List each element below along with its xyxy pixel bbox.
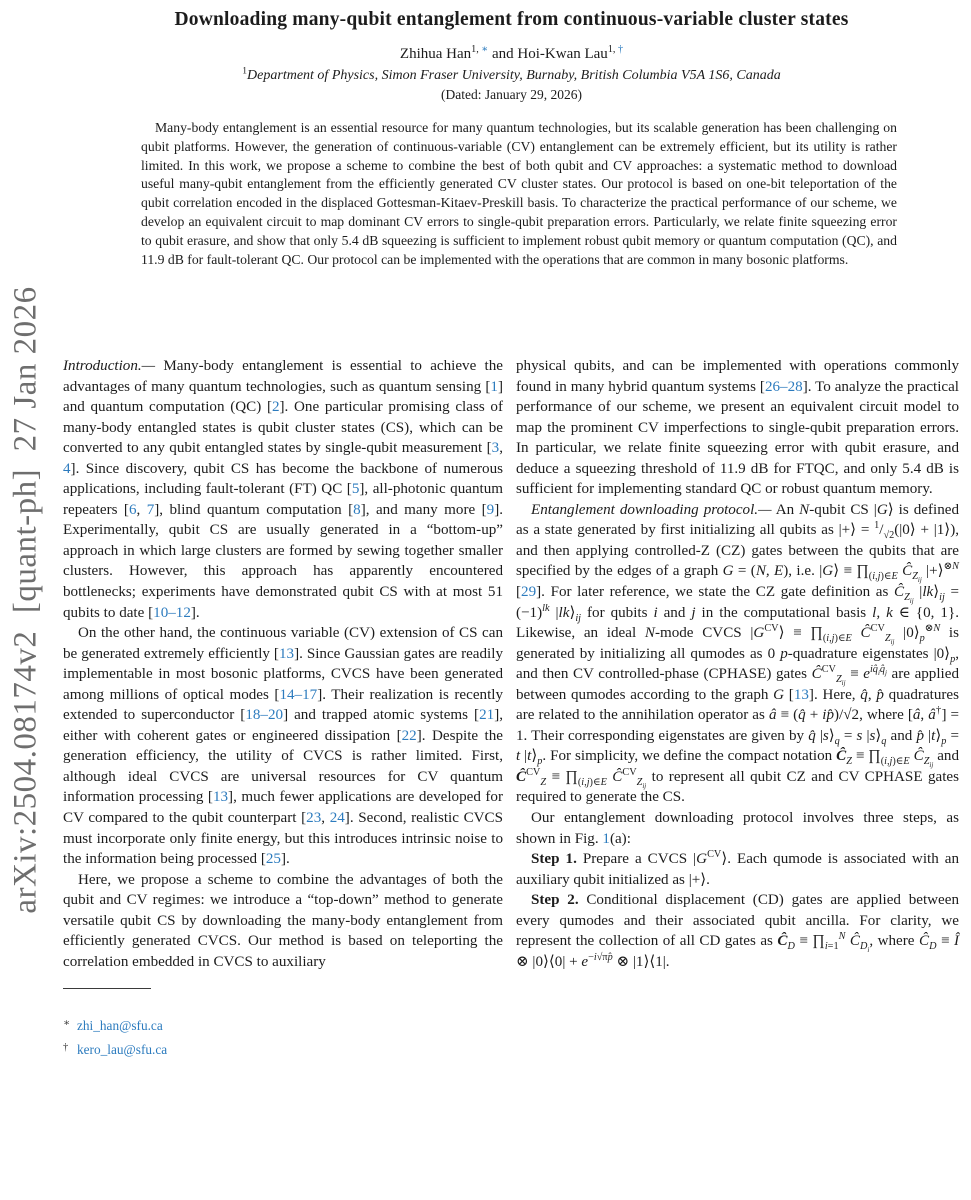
footnotes — [63, 1013, 503, 1061]
citation-link[interactable]: 13 — [278, 645, 295, 662]
abstract-paragraph: Many-body entanglement is an essential resource for many quantum technologies, but its scalable generation has been challenging on qubit platforms. However, the generation of continuous-variable (CV) entanglement can be extremely efficient, but its utility is rather limited. In this work, we propose a scheme to combine the best of both qubit and CV approaches: a systematic method to download useful many-qubit entanglement from the efficiently generated CV cluster states. Our protocol is based on one-bit teleportation of the qubit correlation encoded in the displaced Gottesman-Kitaev-Preskill basis. To characterize the practical performance of our scheme, we develop an equivalent circuit to map dominant CV errors to single-qubit preparation errors. Particularly, we relate finite squeezing error to qubit erasure, and show that only 5.4 dB squeezing is sufficient to implement robust qubit memory or quantum computation (QC), and 11.9 dB for fault-tolerant QC. Our protocol can be implemented with the operations that are common in many bosonic platforms. — [141, 120, 897, 267]
citation-link[interactable]: 3 — [491, 440, 500, 457]
citation-link[interactable]: 24 — [329, 810, 345, 827]
footnote-author-1 — [63, 1013, 503, 1037]
citation-link[interactable]: 29 — [521, 584, 537, 601]
paragraph-three-steps: Our entanglement downloading protocol involves three steps, as shown in Fig. 1(a): — [516, 810, 959, 847]
citation-link[interactable]: 5 — [351, 481, 360, 498]
citation-link[interactable]: 10–12 — [153, 604, 191, 621]
paragraph-introduction: Introduction.— Many-body entanglement is essential to achieve the advantages of many quantum technologies, such as quantum sensing [1] and quantum computation (QC) [2]. One particular promising class of many-body entangled states is qubit cluster states (CS), which can be converted to any qubit entangled states by single-qubit measurement [3, 4]. Since discovery, qubit CS has become the backbone of numerous applications, including fault-tolerant (FT) QC [5], all-photonic quantum repeaters [6, 7], blind quantum computation [8], and many more [9]. Experimentally, qubit CS are usually generated in a “bottom-up” approach in which large clusters are formed by sewing together smaller clusters. However, this approach has apparently encountered bottlenecks; experiments have demonstrated qubit CS with at most 51 qubits to date [10–12]. — [63, 358, 503, 621]
citation-link[interactable]: 22 — [401, 727, 417, 744]
citation-link[interactable]: 25 — [265, 851, 281, 868]
paragraph-physical-qubits: physical qubits, and can be implemented with operations commonly found in many hybrid quantum systems [26–28]. To analyze the practical performance of our scheme, we present an equivalent circuit model to map the prominent CV imperfections to single-qubit preparation errors. In particular, we relate finite squeezing error with qubit erasure, and deduce a squeezing threshold of 11.9 dB for FTQC, and only 5.4 dB is sufficient for implementing standard QC or robust quantum memory. — [516, 358, 960, 498]
paragraph-proposal: Here, we propose a scheme to combine the advantages of both the qubit and CV regimes: we introduce a “top-down” method to generate versatile qubit CS by downloading the many-body entanglement from efficiently generated CVCS. Our method is based on teleporting the correlation embedded in CVCS to auxiliary — [63, 871, 503, 970]
citation-link[interactable]: ∗ — [481, 44, 489, 55]
right-column — [516, 356, 959, 1061]
footnote-rule — [63, 988, 151, 989]
dated-line: (Dated: January 29, 2026) — [441, 87, 582, 102]
citation-link[interactable]: 21 — [479, 707, 495, 724]
citation-link[interactable]: 6 — [128, 501, 137, 518]
paragraph-protocol-definition: Entanglement downloading protocol.— An N-qubit CS |G⟩ is defined as a state generated by first initializing all qubits as |+⟩ = $^1/_{√2}(|0⟩$ + |1⟩), and then applying controlled-Z (CZ) gates between the qubits that are specified by the edges of a graph G = (N, E), i.e. |G⟩ ≡ $\prod_{(i,j)\in E}$ $Ĉ_{Z_{ij}}$ |+⟩$^{\otimes N}$ [29]. For later reference, we state the CZ gate definition as $Ĉ_{Z_{ij}}$ $|lk⟩_{ij} = (-1)^{lk}$ $|lk⟩_{ij}$ for qubits i and j in the computational basis l, k ∈ {0, 1}. Likewise, an ideal N-mode CVCS $|G^{CV}⟩$ ≡ $\prod_{(i,j)\in E}$ $Ĉ^{CV}_{Z_{ij}}$ $|0⟩_p^{\otimes N}$ is generated by initializing all qumodes as 0 p-quadrature eigenstates $|0⟩_p$, and then CV controlled-phase (CPHASE) gates $Ĉ^{CV}_{Z_{ij}} \equiv e^{iq̂_iq̂_j}$ are applied between qumodes according to the graph G [13]. Here, q̂, p̂ quadratures are related to the annihilation operator as â ≡ (q̂ + ip̂)/√2, where [â, â†] = 1. Their corresponding eigenstates are given by q̂ $|s⟩_q = s$ $|s⟩_q$ and p̂ $|t⟩_p = t$ $|t⟩_p$. For simplicity, we define the compact notation $Ĉ_Z$ ≡ $\prod_{(i,j)\in E}$ $Ĉ_{Z_{ij}}$ and $Ĉ^{CV}_Z$ ≡ $\prod_{(i,j)\in E}$ $Ĉ^{CV}_{Z_{ij}}$ to represent all qubit CZ and CV CPHASE gates required to generate the CS. — [516, 501, 960, 806]
footnote-marker-dagger: † — [63, 1042, 69, 1054]
paragraph-step-2: Step 2. Conditional displacement (CD) gates are applied between every qumodes and their associated qubit ancilla. For clarity, we represent the collection of all CD gates as $Ĉ_D$ ≡ $\prod_{i=1}^N$ $Ĉ_{D_i}$, where $Ĉ_D$ ≡ Î ⊗ |0⟩⟨0| + $e^{-i√\pi p̂}$ ⊗ |1⟩⟨1|. — [516, 892, 960, 970]
email-link-kero[interactable]: kero_lau@sfu.ca — [77, 1042, 168, 1058]
paper-title: Downloading many-qubit entanglement from continuous-variable cluster states — [174, 9, 849, 30]
body-columns — [63, 356, 962, 1061]
paragraph-step-1: Step 1. Prepare a CVCS $|G^{CV}⟩$. Each qumode is associated with an auxiliary qubit initialized as |+⟩. — [516, 849, 960, 888]
citation-link[interactable]: 1 — [602, 830, 610, 847]
citation-link[interactable]: 2 — [271, 399, 280, 416]
footnote-author-2 — [63, 1037, 503, 1061]
citation-link[interactable]: † — [618, 44, 624, 55]
left-column — [63, 356, 503, 1061]
arxiv-watermark: arXiv:2504.08174v2 [quant-ph] 27 Jan 2026 — [7, 286, 44, 914]
citation-link[interactable]: 9 — [486, 501, 495, 518]
citation-link[interactable]: 13 — [793, 686, 809, 703]
email-link-zhihua[interactable]: zhi_han@sfu.ca — [77, 1018, 163, 1034]
citation-link[interactable]: 18–20 — [245, 707, 284, 724]
citation-link[interactable]: 14–17 — [279, 686, 318, 703]
citation-link[interactable]: 23 — [306, 810, 322, 827]
citation-link[interactable]: 13 — [212, 789, 229, 806]
affiliation-line: $^1$Department of Physics, Simon Fraser University, Burnaby, British Columbia V5A 1S6, Canada — [242, 66, 781, 83]
citation-link[interactable]: 8 — [353, 501, 361, 518]
authors-line: Zhihua Han$^{1, ∗}$ and Hoi-Kwan Lau$^{1, \dagger}$ — [399, 44, 624, 62]
paper-header — [63, 0, 960, 103]
citation-link[interactable]: 7 — [146, 501, 155, 518]
citation-link[interactable]: 1 — [490, 378, 498, 395]
paragraph-cv-extension: On the other hand, the continuous variable (CV) extension of CS can be generated extremely efficiently [13]. Since Gaussian gates are readily implementable in most bosonic platforms, CVCS have been generated among millions of optical modes [14–17]. Their realization is recently extended to superconductor [18–20] and trapped atomic systems [21], either with coherent gates or engineered dissipation [22]. Despite the generation efficiency, the utility of CVCS is rather limited. First, although ideal CVCS are universal resources for CV quantum information processing [13], much fewer applications are developed for CV compared to the qubit counterpart [23, 24]. Second, realistic CVCS must incorporate only finite energy, but this introduces intrinsic noise to the information being processed [25]. — [63, 625, 504, 868]
citation-link[interactable]: 4 — [63, 460, 71, 477]
footnote-marker-asterisk: ∗ — [63, 1018, 71, 1030]
citation-link[interactable]: 26–28 — [764, 378, 803, 395]
